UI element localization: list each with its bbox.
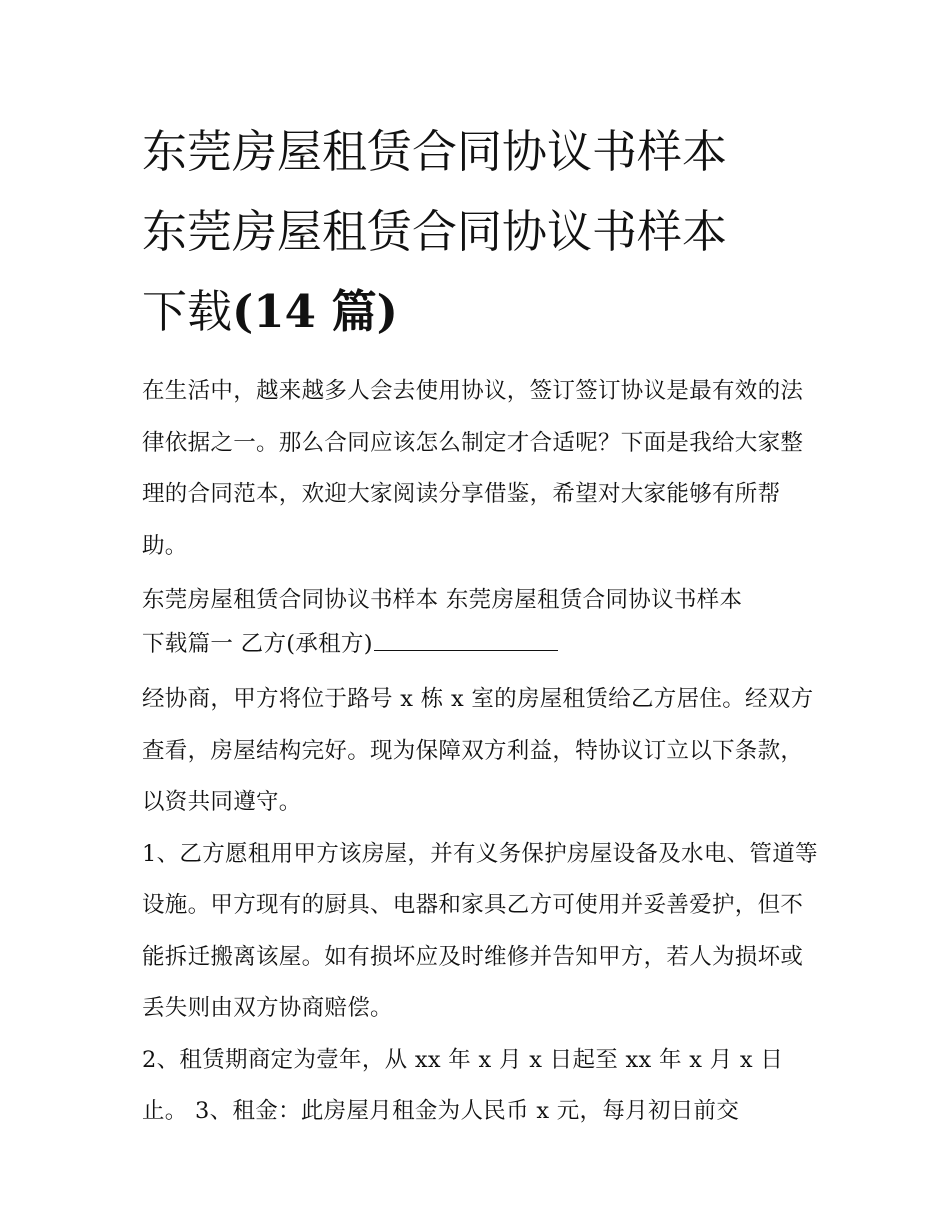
section-heading-line-2 xyxy=(142,622,822,666)
title-line-1: 东莞房屋租赁合同协议书样本 xyxy=(142,125,728,178)
section-heading-line-1: 东莞房屋租赁合同协议书样本 东莞房屋租赁合同协议书样本 xyxy=(142,587,743,613)
clause-intro-paragraph: 经协商，甲方将位于路号 x 栋 x 室的房屋租赁给乙方居住。经双方查看，房屋结构完好。现为保障双方利益，特协议订立以下条款，以资共同遵守。 xyxy=(142,686,814,815)
section-heading xyxy=(142,578,822,666)
intro-paragraph: 在生活中，越来越多人会去使用协议，签订签订协议是最有效的法律依据之一。那么合同应该怎么制定才合适呢？下面是我给大家整理的合同范本，欢迎大家阅读分享借鉴，希望对大家能够有所帮助。 xyxy=(142,378,804,559)
document-page xyxy=(142,112,822,1138)
title-line-3-prefix: 下载 xyxy=(142,285,233,338)
clause-1-paragraph: 1、乙方愿租用甲方该房屋，并有义务保护房屋设备及水电、管道等设施。甲方现有的厨具、电器和家具乙方可使用并妥善爱护，但不能拆迁搬离该屋。如有损坏应及时维修并告知甲方，若人为损坏或丢失则由双方协商赔偿。 xyxy=(142,840,818,1021)
section-heading-line-2-text: 下载篇一 乙方(承租方) xyxy=(142,631,373,657)
clause-2-3-paragraph: 2、租赁期商定为壹年，从 xx 年 x 月 x 日起至 xx 年 x 月 x 日止。 3、租金：此房屋月租金为人民币 x 元，每月初日前交 xyxy=(142,1046,784,1124)
document-title xyxy=(142,112,822,352)
title-line-3-count: (14 篇) xyxy=(232,285,398,338)
tenant-name-blank xyxy=(374,630,558,651)
title-line-2: 东莞房屋租赁合同协议书样本 xyxy=(142,205,728,258)
